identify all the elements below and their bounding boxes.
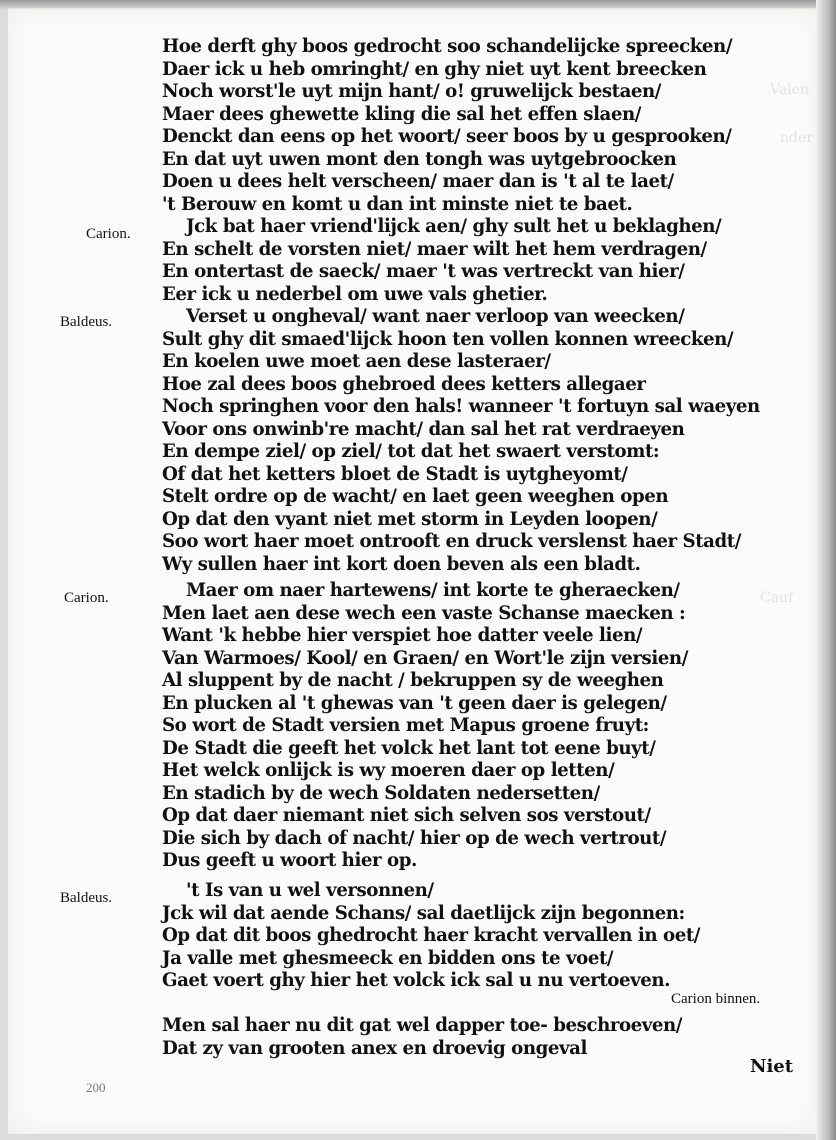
- verse-line: Men sal haer nu dit gat wel dapper toe- beschroeven/: [162, 1015, 682, 1036]
- folio-number: 200: [86, 1080, 106, 1095]
- verse-line: So wort de Stadt versien met Mapus groene fruyt:: [162, 715, 649, 736]
- verse-line: Stelt ordre op de wacht/ en laet geen weeghen open: [162, 486, 669, 507]
- scan-right-edge: [816, 0, 836, 1140]
- verse-line: Op dat dit boos ghedrocht haer kracht vervallen in oet/: [162, 925, 700, 946]
- verse-line: En ontertast de saeck/ maer 't was vertreckt van hier/: [162, 261, 685, 282]
- verse-line: Soo wort haer moet ontrooft en druck verslenst haer Stadt/: [162, 531, 741, 552]
- verse-line: Daer ick u heb omringht/ en ghy niet uyt kent breecken: [162, 58, 707, 80]
- speaker-name: Carion.: [86, 226, 131, 242]
- speaker-name: Baldeus.: [60, 314, 113, 330]
- verse-line: Noch worst'le uyt mijn hant/ o! gruwelijck bestaen/: [162, 81, 661, 102]
- verse-line: Maer dees ghewette kling die sal het effen slaen/: [162, 103, 641, 125]
- verse-line: Doen u dees helt verscheen/ maer dan is 't al te laet/: [162, 171, 674, 192]
- show-through-text: Cauf: [760, 590, 794, 606]
- verse-line: 't Is van u wel versonnen/: [186, 880, 434, 901]
- verse-line: Op dat den vyant niet met storm in Leyden loopen/: [162, 508, 658, 530]
- show-through-text: nder: [780, 130, 813, 146]
- verse-line: Van Warmoes/ Kool/ en Graen/ en Wort'le zijn versien/: [162, 647, 688, 669]
- speaker-name: Carion.: [64, 590, 109, 606]
- verse-line: Dat zy van grooten anex en droevig ongeval: [162, 1037, 587, 1059]
- verse-line: En plucken al 't ghewas van 't geen daer is gelegen/: [162, 692, 667, 714]
- verse-line: Jck wil dat aende Schans/ sal daetlijck zijn begonnen:: [162, 902, 685, 924]
- verse-line: Verset u ongheval/ want naer verloop van weecken/: [186, 306, 685, 327]
- verse-line: Eer ick u nederbel om uwe vals ghetier.: [162, 283, 548, 305]
- verse-line: En stadich by de wech Soldaten nedersetten/: [162, 782, 600, 804]
- verse-line: Gaet voert ghy hier het volck ick sal u nu vertoeven.: [162, 970, 670, 991]
- show-through-text: Valen: [770, 82, 809, 98]
- verse-line: Denckt dan eens op het woort/ seer boos by u gesprooken/: [162, 126, 732, 147]
- verse-line: Wy sullen haer int kort doen beven als een bladt.: [162, 553, 641, 575]
- verse-line: Hoe derft ghy boos gedrocht soo schandelijcke spreecken/: [162, 36, 733, 57]
- verse-line: Hoe zal dees boos ghebroed dees ketters allegaer: [162, 373, 646, 395]
- verse-line: Jck bat haer vriend'lijck aen/ ghy sult het u beklaghen/: [186, 216, 722, 237]
- verse-line: Op dat daer niemant niet sich selven sos verstout/: [162, 805, 651, 826]
- verse-line: En dempe ziel/ op ziel/ tot dat het swaert verstomt:: [162, 441, 660, 462]
- verse-line: Ja valle met ghesmeeck en bidden ons te voet/: [162, 947, 614, 969]
- verse-line: Al sluppent by de nacht / bekruppen sy de weeghen: [162, 670, 664, 691]
- verse-line: En schelt de vorsten niet/ maer wilt het hem verdragen/: [162, 238, 707, 260]
- verse-line: Maer om naer hartewens/ int korte te gheraecken/: [186, 580, 680, 601]
- verse-line: Of dat het ketters bloet de Stadt is uytgheyomt/: [162, 463, 628, 485]
- verse-line: En koelen uwe moet aen dese lasteraer/: [162, 351, 551, 372]
- verse-line: En dat uyt uwen mont den tongh was uytgebroocken: [162, 148, 677, 170]
- verse-line: Noch springhen voor den hals! wanneer 't fortuyn sal waeyen: [162, 396, 760, 417]
- verse-line: Men laet aen dese wech een vaste Schanse maecken :: [162, 602, 686, 624]
- catchword: Niet: [750, 1056, 794, 1077]
- verse-line: Die sich by dach of nacht/ hier op de wech vertrout/: [162, 827, 667, 849]
- verse-line: 't Berouw en komt u dan int minste niet te baet.: [162, 193, 633, 215]
- verse-line: Het welck onlijck is wy moeren daer op letten/: [162, 760, 615, 781]
- verse-line: Voor ons onwinb're macht/ dan sal het rat verdraeyen: [162, 418, 685, 440]
- verse-line: Sult ghy dit smaed'lijck hoon ten vollen konnen wreecken/: [162, 328, 734, 350]
- stage-direction: Carion binnen.: [671, 991, 761, 1007]
- verse-line: Want 'k hebbe hier verspiet hoe datter veele lien/: [162, 625, 643, 646]
- speaker-name: Baldeus.: [60, 890, 113, 906]
- verse-line: De Stadt die geeft het volck het lant tot eene buyt/: [162, 737, 656, 759]
- verse-line: Dus geeft u woort hier op.: [162, 850, 417, 871]
- scan-top-shadow: [0, 0, 836, 10]
